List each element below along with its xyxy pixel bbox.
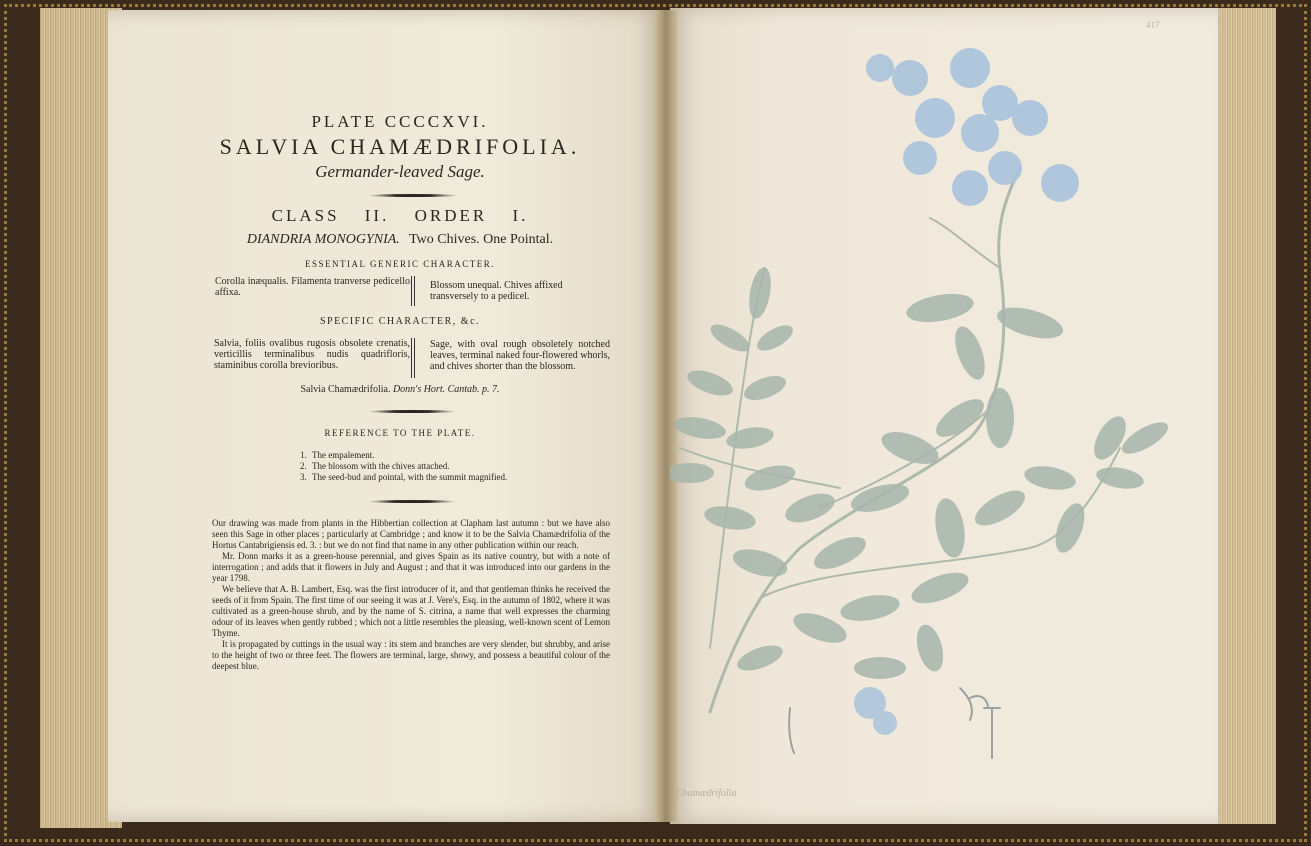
essential-latin: Corolla inæqualis. Filamenta tranverse pedicello affixa. xyxy=(215,276,410,298)
list-item: 3. The seed-bud and pointal, with the summit magnified. xyxy=(300,472,508,482)
species-title: SALVIA CHAMÆDRIFOLIA. xyxy=(219,134,581,159)
synonym-reference: Donn's Hort. Cantab. p. 7. xyxy=(392,384,500,395)
ornament-rule xyxy=(368,500,456,503)
synonym-line xyxy=(230,384,570,395)
reference-list xyxy=(300,450,560,483)
right-page-edges xyxy=(1212,8,1276,824)
class-order: CLASS II. ORDER I. xyxy=(271,206,529,225)
diandria-line xyxy=(150,232,650,248)
diandria-latin: DIANDRIA MONOGYNIA. xyxy=(246,232,400,247)
column-divider xyxy=(414,338,415,378)
column-divider xyxy=(414,276,415,306)
salvia-illustration xyxy=(670,8,1218,824)
column-divider xyxy=(411,276,412,306)
diandria-english: Two Chives. One Pointal. xyxy=(409,232,554,247)
common-name: Germander-leaved Sage. xyxy=(315,162,485,181)
paragraph: We believe that A. B. Lambert, Esq. was the first introducer of it, and that gentleman thinks he received the seeds of it from Spain. The first time of our seeing it was at J. Vere's, Esq. in the autumn of 1802, where it was cultivated as a green-house shrub, and by the name of S. citrina, a name that well expresses the charming odour of its leaves when gently rubbed ; which not a little resembles the pleasing, well-known scent of Lemon Thyme. xyxy=(212,584,610,638)
column-divider xyxy=(411,338,412,378)
specific-latin: Salvia, foliis ovalibus rugosis obsolete crenatis, verticillis terminalibus nudis quadrifloris, staminibus corolla brevioribus. xyxy=(214,338,410,371)
page-mark: 417 xyxy=(1146,20,1160,30)
paragraph: Mr. Donn marks it as a green-house perennial, and gives Spain as its native country, but with a note of interrogation ; and adds that it flowers in July and August ; and that it was introduced into our gardens in the year 1798. xyxy=(212,551,610,583)
essential-heading: ESSENTIAL GENERIC CHARACTER. xyxy=(305,259,495,269)
paragraph: It is propagated by cuttings in the usual way : its stem and branches are very slender, but shrubby, and arise to the height of two or three feet. The flowers are terminal, large, showy, and possess a beautiful colour of the deepest blue. xyxy=(212,639,610,671)
specific-english: Sage, with oval rough obsoletely notched leaves, terminal naked four-flowered whorls, and chives shorter than the blossom. xyxy=(430,339,610,372)
plate-number: PLATE CCCCXVI. xyxy=(311,112,489,131)
ornament-rule xyxy=(368,194,458,197)
paragraph: Our drawing was made from plants in the Hibbertian collection at Clapham last autumn : but we have also seen this Sage in other places ; particularly at Cambridge ; and know it to be the Salvia Chamædrifolia of the Hortus Cantabrigiensis ed. 3. : but we do not find that name in any other publication within our reach. xyxy=(212,518,610,550)
synonym-name: Salvia Chamædrifolia. xyxy=(300,384,391,395)
ornament-rule xyxy=(368,410,456,413)
specific-heading: SPECIFIC CHARACTER, &c. xyxy=(319,316,481,327)
body-text xyxy=(212,518,610,672)
plate-caption: Chamædrifolia xyxy=(676,788,737,799)
list-item: 2. The blossom with the chives attached. xyxy=(300,461,450,471)
essential-english: Blossom unequal. Chives affixed transversely to a pedicel. xyxy=(430,280,563,302)
list-item: 1. The empalement. xyxy=(300,450,375,460)
reference-heading: REFERENCE TO THE PLATE. xyxy=(324,428,476,438)
